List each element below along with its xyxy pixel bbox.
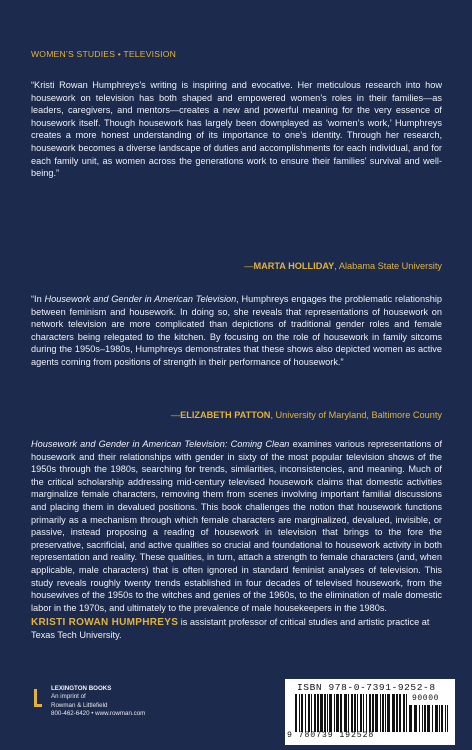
publisher-text	[51, 685, 145, 719]
endorsement-quote-2	[31, 293, 442, 407]
publisher-imprint	[31, 685, 191, 730]
author-bio-text: is assistant professor of critical studies and artistic practice at Texas Tech University.	[31, 617, 430, 640]
quote-1-author-name: MARTA HOLLIDAY	[253, 261, 335, 271]
quote-1-affiliation: , Alabama State University	[334, 261, 442, 271]
endorsement-quote-1	[31, 79, 442, 259]
category-separator: •	[117, 49, 121, 59]
ean-barcode-bars	[295, 694, 407, 732]
isbn-barcode	[285, 679, 455, 745]
description-text: examines various representations of housework and their relationships with gender in sixty of the most popular television shows of the 1950s through the 1980s, searching for trends, similarities, inconsistencies, and meaning. Much of the critical scholarship addressing mid-century televised housework claims that domestic activities marginalize female characters, removing them from scenes involving important familial discussions and placing them in devalued positions. This book challenges the notion that housework functions primarily as a mechanism through which female characters are marginalized, devalued, invisible, or passive, instead proposing a reading of housework in television that brings to the fore the preservative, sacrificial, and active qualities so crucial and foundational to housework activity in both representation and reality. These qualities, in turn, attach a strength to female characters (and, when applicable, male characters) that is often ignored in standard feminist analyses of television. This study reveals roughly twenty trends established in four decades of televised housework, from the housewives of the 1950s to the witches and genies of the 1960s, to the elimination of male domestic labor in the 1970s, and ultimately to the prevalence of male housekeepers in the 1980s.	[31, 439, 442, 613]
attribution-dash: —	[244, 261, 254, 271]
description-book-title: Housework and Gender in American Television: Coming Clean	[31, 439, 290, 449]
attribution-dash: —	[170, 410, 181, 420]
isbn-number: ISBN 978-0-7391-9252-8	[297, 682, 436, 693]
quote-2-book-title: Housework and Gender in American Television	[44, 294, 237, 304]
lexington-logo-icon	[31, 687, 43, 711]
author-bio	[31, 616, 442, 642]
category-label	[31, 49, 176, 59]
price-addon-number: 90000	[412, 694, 440, 703]
addon-barcode-bars	[409, 705, 449, 732]
publisher-parent: Rowman & Littlefield	[51, 701, 108, 709]
ean-number: 9 780739 192528	[287, 731, 375, 740]
quote-2-open: “In	[31, 294, 45, 304]
quote-2-attribution	[171, 409, 442, 422]
category-television: TELEVISION	[123, 49, 177, 59]
publisher-name: LEXINGTON BOOKS	[51, 685, 112, 692]
author-name: KRISTI ROWAN HUMPHREYS	[31, 617, 179, 628]
quote-2-author-name: ELIZABETH PATTON	[180, 410, 271, 420]
category-womens-studies: WOMEN’S STUDIES	[31, 49, 116, 59]
publisher-contact: 800-462-6420 • www.rowman.com	[51, 710, 146, 718]
quote-1-text: “Kristi Rowan Humphreys’s writing is inspiring and evocative. Her meticulous research into how housework on television has both shaped and empowered women’s roles in their families—as leaders, caregivers, and mentors—creates a new and powerful meaning for the very essence of housework itself. Though housework has largely been downplayed as ‘women’s work,’ Humphreys creates a more honest understanding of its importance to one’s identity. Through her research, housework becomes a diverse landscape of duties and accomplishments for each individual, and for each family unit, as women across the generations work to ensure their families’ survival and well-being.”	[31, 80, 442, 179]
quote-1-attribution	[244, 260, 442, 273]
quote-2-affiliation: , University of Maryland, Baltimore County	[270, 410, 442, 420]
publisher-imprint-line: An imprint of	[51, 693, 86, 701]
quote-2-text: , Humphreys engages the problematic relationship between feminism and housework. In doing so, she reveals that representations of housework on network television are more complicated than depictions of traditional gender roles and female characters being relegated to the kitchen. By focusing on the role of housework in family sitcoms during the 1950s–1980s, Humphreys demonstrates that these shows also depicted women as active agents coming from positions of strength in their performance of housework.”	[31, 294, 442, 367]
